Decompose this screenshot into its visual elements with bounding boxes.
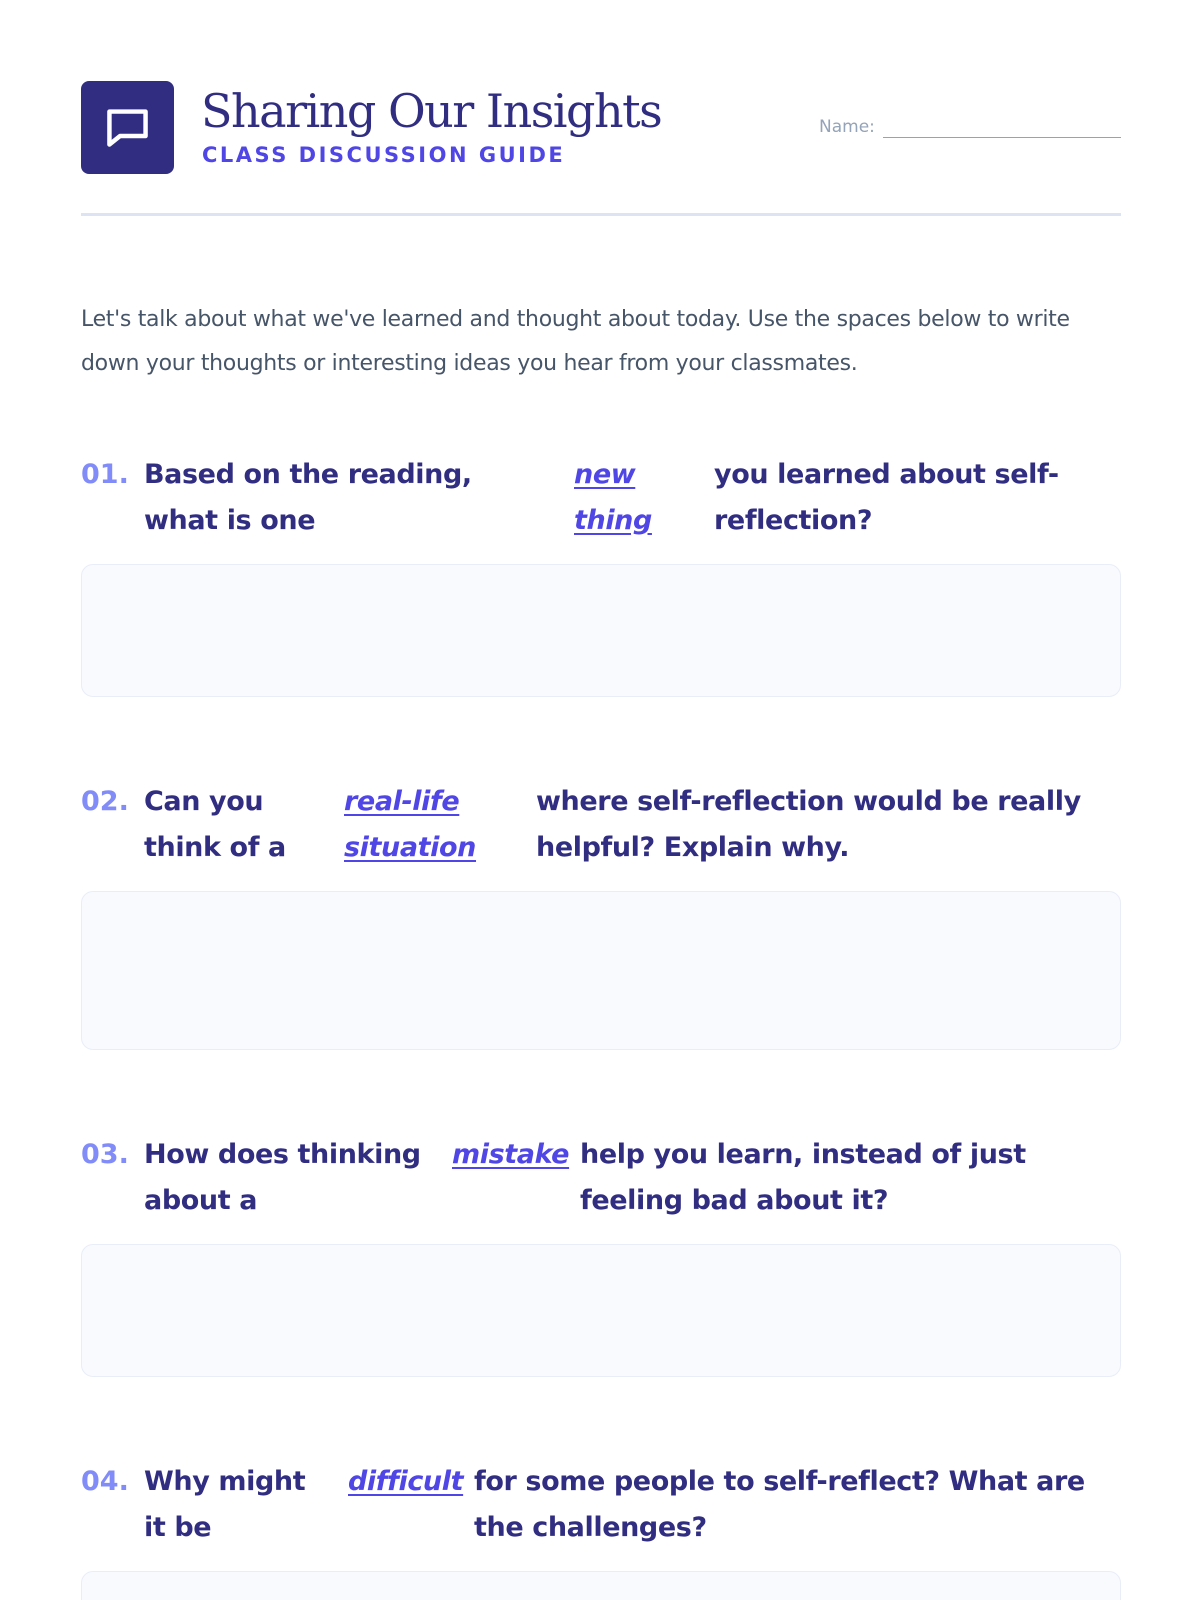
page-title: Sharing Our Insights [201, 84, 662, 138]
intro-text: Let's talk about what we've learned and thought about today. Use the spaces below to write down your thoughts or interesting ideas you hear from your classmates. [81, 307, 1070, 376]
question-number: 04. [81, 1466, 129, 1497]
name-line [883, 137, 1121, 138]
question-text-after: where self-reflection would be really helpful? Explain why. [536, 786, 1081, 863]
question-text-after: for some people to self-reflect? What are the challenges? [474, 1466, 1085, 1543]
speech-bubble-icon [102, 102, 153, 153]
question-number: 01. [81, 459, 129, 490]
question-4 [81, 1459, 1121, 1555]
name-label: Name: [819, 117, 875, 137]
answer-box[interactable] [81, 1244, 1121, 1377]
question-text: How does thinking about a [144, 1139, 421, 1216]
answer-box[interactable] [81, 891, 1121, 1050]
question-text-after: help you learn, instead of just feeling bad about it? [580, 1139, 1026, 1216]
question-keyword: new thing [574, 459, 652, 536]
header-divider [81, 213, 1121, 216]
question-text: Why might it be [144, 1466, 306, 1543]
question-1 [81, 452, 1121, 548]
answer-box[interactable] [81, 1571, 1121, 1600]
question-text: Can you think of a [144, 786, 286, 863]
question-text: Based on the reading, what is one [144, 459, 472, 536]
question-number: 03. [81, 1139, 129, 1170]
page-subtitle: CLASS DISCUSSION GUIDE [202, 143, 566, 167]
name-field[interactable] [819, 115, 1121, 139]
worksheet-header [81, 81, 1121, 175]
question-keyword: difficult [348, 1466, 464, 1497]
question-keyword: mistake [452, 1139, 570, 1170]
question-text-after: you learned about self-reflection? [714, 459, 1059, 536]
question-2 [81, 779, 1121, 875]
question-number: 02. [81, 786, 129, 817]
answer-box[interactable] [81, 564, 1121, 697]
logo [81, 81, 174, 174]
question-3 [81, 1132, 1121, 1228]
question-keyword: real-life situation [344, 786, 477, 863]
